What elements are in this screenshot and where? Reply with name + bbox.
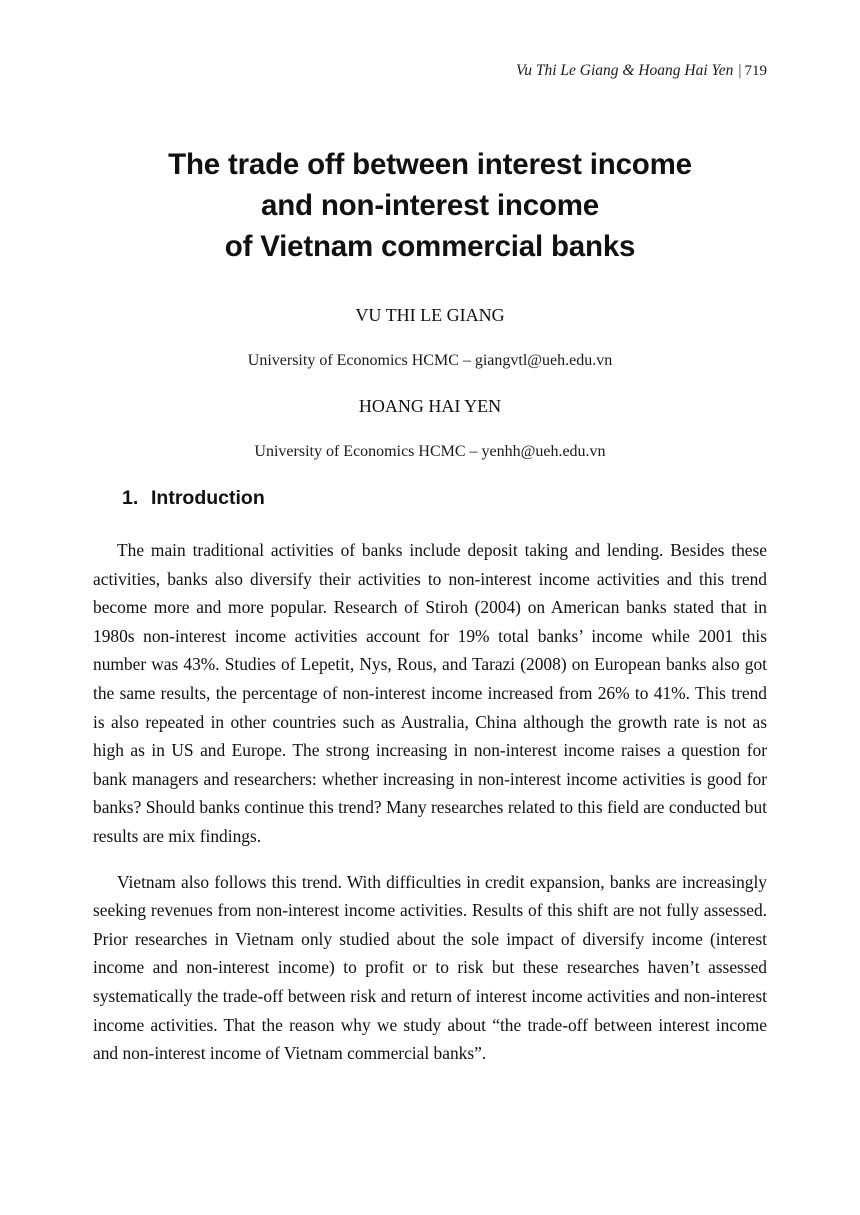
author-affiliation-1: University of Economics HCMC – giangvtl@ueh.edu.vn <box>247 352 613 369</box>
section-heading-introduction <box>93 487 767 510</box>
author-name-1: VU THI LE GIANG <box>355 305 505 325</box>
author-affiliation-2: University of Economics HCMC – yenhh@ueh.edu.vn <box>254 443 606 460</box>
title-line-3: of Vietnam commercial banks <box>224 230 636 263</box>
author-name-2: HOANG HAI YEN <box>358 396 502 416</box>
body-text <box>93 536 767 1068</box>
author-block <box>93 303 767 463</box>
body-paragraph-1: The main traditional activities of banks include deposit taking and lending. Besides these activities, banks also diversify their activities to non-interest income activities and this trend become more and more popular. Research of Stiroh (2004) on American banks stated that in 1980s non-interest income activities account for 19% total banks’ income while 2001 this number was 43%. Studies of Lepetit, Nys, Rous, and Tarazi (2008) on European banks also got the same results, the percentage of non-interest income increased from 26% to 41%. This trend is also repeated in other countries such as Australia, China although the growth rate is not as high as in US and Europe. The strong increasing in non-interest income raises a question for bank managers and researchers: whether increasing in non-interest income activities is good for banks? Should banks continue this trend? Many researches related to this field are conducted but results are mix findings. <box>93 540 767 846</box>
section-title: Introduction <box>151 487 265 509</box>
page-title <box>93 144 767 267</box>
running-header-separator: | <box>738 62 742 79</box>
title-line-2: and non-interest income <box>261 189 599 222</box>
author-entry-1 <box>93 303 767 372</box>
author-entry-2 <box>93 394 767 463</box>
body-paragraph-2: Vietnam also follows this trend. With difficulties in credit expansion, banks are increasingly seeking revenues from non-interest income activities. Results of this shift are not fully assessed. Prior researches in Vietnam only studied about the sole impact of diversify income (interest income and non-interest income) to profit or to risk but these researches haven’t assessed systematically the trade-off between risk and return of interest income activities and non-interest income activities. That the reason why we study about “the trade-off between interest income and non-interest income of Vietnam commercial banks”. <box>93 871 767 1064</box>
title-line-1: The trade off between interest income <box>168 148 692 181</box>
running-header-authors: Vu Thi Le Giang & Hoang Hai Yen <box>515 62 734 79</box>
page-number: 719 <box>744 63 767 79</box>
section-number: 1. <box>122 487 139 509</box>
running-header <box>93 62 767 80</box>
